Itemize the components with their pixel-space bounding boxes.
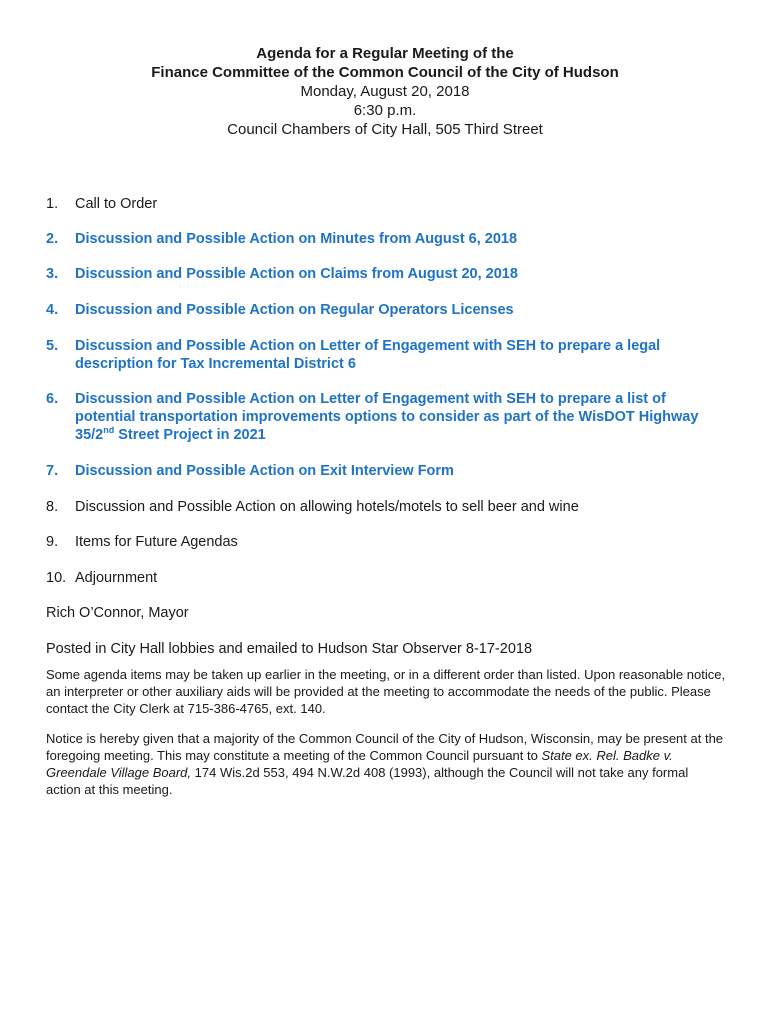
agenda-item-link[interactable]: Discussion and Possible Action on Claims from August 20, 2018 — [75, 266, 518, 282]
header-time: 6:30 p.m. — [353, 102, 417, 119]
agenda-item-link[interactable]: Discussion and Possible Action on Letter of Engagement with SEH to prepare a legal description for Tax Incremental District 6 — [75, 338, 661, 372]
agenda-item-number: 10. — [46, 570, 67, 586]
agenda-item-6[interactable] — [46, 390, 726, 444]
agenda-item-number: 2. — [46, 231, 59, 247]
agenda-item-text: Adjournment — [75, 570, 158, 586]
agenda-item-10 — [46, 569, 726, 587]
header-committee: Finance Committee of the Common Council of the City of Hudson — [151, 64, 619, 81]
agenda-item-number: 4. — [46, 302, 59, 318]
notice-text-part2: 174 Wis.2d 553, 494 N.W.2d 408 (1993), although the Council will not take any formal action at this meeting. — [46, 765, 689, 797]
agenda-item-9 — [46, 533, 726, 551]
agenda-item-number: 8. — [46, 499, 59, 515]
agenda-item-link[interactable]: Discussion and Possible Action on Minutes from August 6, 2018 — [75, 231, 518, 247]
header-date: Monday, August 20, 2018 — [300, 83, 470, 100]
agenda-item-number: 7. — [46, 463, 59, 479]
agenda-item-7[interactable] — [46, 462, 726, 480]
agenda-item-number: 6. — [46, 391, 59, 407]
agenda-item-4[interactable] — [46, 301, 726, 319]
agenda-item-number: 3. — [46, 266, 59, 282]
ordinal-suffix: nd — [103, 425, 115, 436]
agenda-item-5[interactable] — [46, 337, 726, 373]
document-header — [0, 44, 770, 139]
agenda-item-text: Call to Order — [75, 196, 158, 212]
agenda-item-number: 9. — [46, 534, 59, 550]
agenda-item-number: 5. — [46, 338, 59, 354]
agenda-item-text-a: Discussion and Possible Action on Letter of Engagement with SEH to prepare a list of potential transportation improvements options to consider as part of the WisDOT Highway 35/2 — [75, 391, 699, 443]
signature: Rich O’Connor, Mayor — [46, 605, 189, 621]
notice-text-part1: Notice is hereby given that a majority of the Common Council of the City of Hudson, Wisconsin, may be present at the foregoing meeting. This may constitute a meeting of the Common Council pursuant to — [46, 731, 724, 763]
header-location: Council Chambers of City Hall, 505 Third Street — [227, 121, 543, 138]
agenda-item-number: 1. — [46, 196, 59, 212]
agenda-item-link[interactable]: Discussion and Possible Action on Regular Operators Licenses — [75, 302, 514, 318]
agenda-item-link[interactable] — [75, 390, 726, 444]
disclaimer-paragraph: Some agenda items may be taken up earlier in the meeting, or in a different order than listed. Upon reasonable notice, an interpreter or other auxiliary aids will be provided at the meeting to accommodate the needs of the public. Please contact the City Clerk at 715-386-4765, ext. 140. — [46, 667, 726, 716]
agenda-item-text-b: Street Project in 2021 — [114, 427, 266, 443]
notice-case-name: State ex. Rel. Badke v. Greendale Village Board, — [46, 748, 673, 780]
legal-notice-paragraph — [46, 730, 726, 798]
header-title: Agenda for a Regular Meeting of the — [256, 45, 514, 62]
agenda-item-text: Discussion and Possible Action on allowing hotels/motels to sell beer and wine — [75, 499, 579, 515]
agenda-item-1 — [46, 195, 726, 213]
posted-notice: Posted in City Hall lobbies and emailed to Hudson Star Observer 8-17-2018 — [46, 641, 533, 657]
agenda-item-2[interactable] — [46, 230, 726, 248]
agenda-item-text: Items for Future Agendas — [75, 534, 238, 550]
agenda-item-3[interactable] — [46, 265, 726, 283]
agenda-item-link[interactable]: Discussion and Possible Action on Exit Interview Form — [75, 463, 454, 479]
agenda-item-8 — [46, 498, 726, 516]
